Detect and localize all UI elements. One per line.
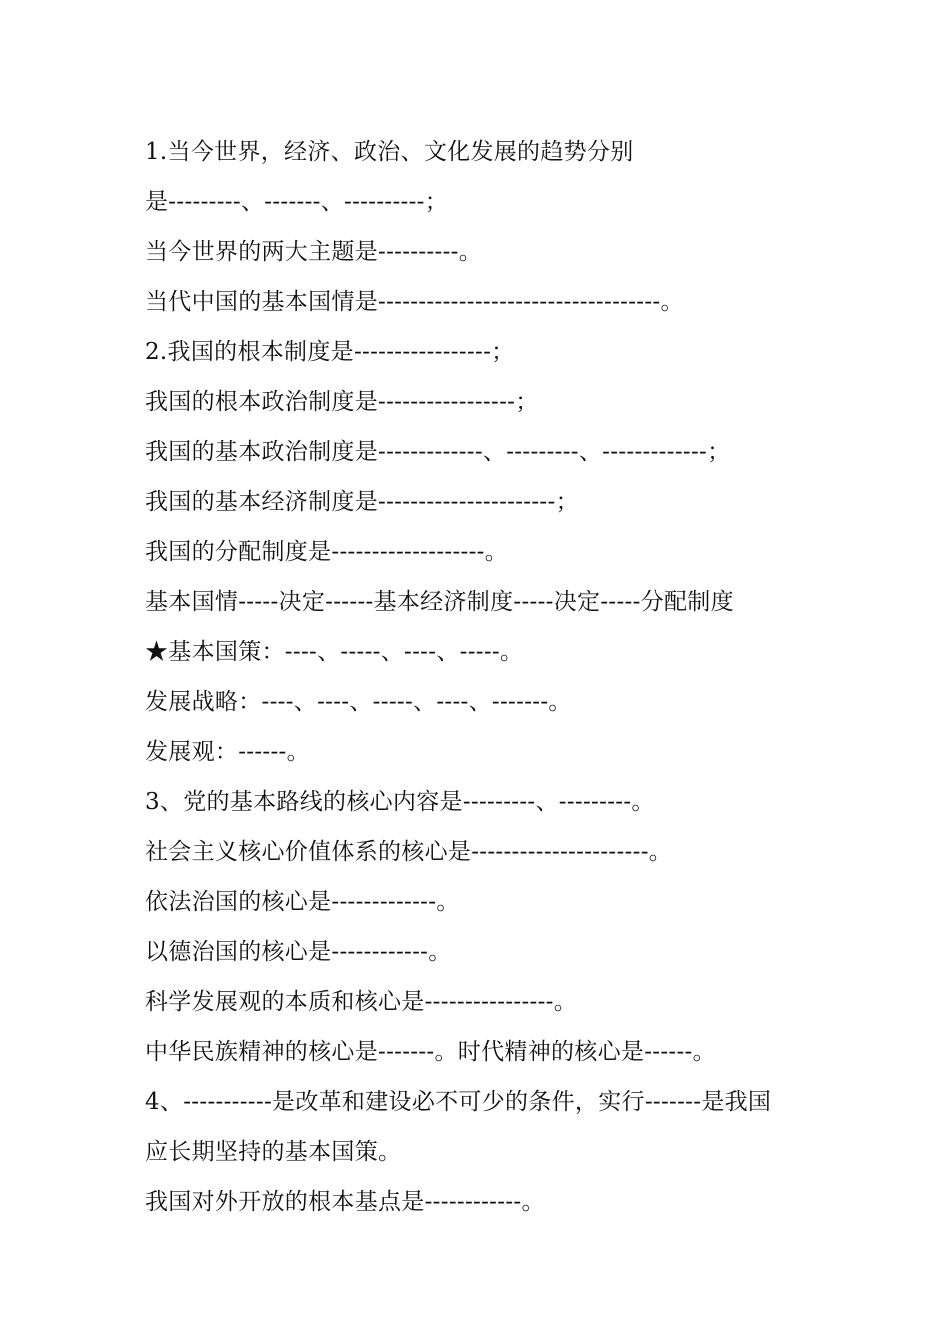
- text-line: 我国的基本政治制度是-------------、---------、-------------；: [145, 439, 731, 465]
- document-body: [145, 127, 825, 1227]
- text-line: 中华民族精神的核心是-------。时代精神的核心是------。: [145, 1039, 716, 1065]
- text-line: 以德治国的核心是------------。: [145, 939, 452, 965]
- text-line: 应长期坚持的基本国策。: [145, 1139, 402, 1165]
- text-line: 我国的基本经济制度是----------------------；: [145, 489, 579, 515]
- text-line: 依法治国的核心是-------------。: [145, 889, 460, 915]
- text-line: 我国对外开放的根本基点是------------。: [145, 1189, 545, 1215]
- text-line: 我国的根本政治制度是-----------------；: [145, 389, 539, 415]
- text-line: 3、党的基本路线的核心内容是---------、---------。: [145, 789, 655, 815]
- text-line: 我国的分配制度是-------------------。: [145, 539, 509, 565]
- text-line: 发展观：------。: [145, 739, 310, 765]
- text-line: 1.当今世界，经济、政治、文化发展的趋势分别: [145, 139, 634, 165]
- text-line: 4、-----------是改革和建设必不可少的条件，实行-------是我国: [145, 1089, 772, 1115]
- text-line: 发展战略：----、----、-----、----、-------。: [145, 689, 572, 715]
- text-line: 当今世界的两大主题是----------。: [145, 239, 483, 265]
- text-line: 当代中国的基本国情是-----------------------------------。: [145, 289, 684, 315]
- text-line: 科学发展观的本质和核心是----------------。: [145, 989, 578, 1015]
- text-line: 2.我国的根本制度是-----------------；: [145, 339, 515, 365]
- text-line: ★基本国策：----、-----、----、-----。: [145, 639, 524, 665]
- text-line: 基本国情-----决定------基本经济制度-----决定-----分配制度: [145, 589, 734, 615]
- text-line: 是---------、-------、----------；: [145, 189, 449, 215]
- text-line: 社会主义核心价值体系的核心是----------------------。: [145, 839, 673, 865]
